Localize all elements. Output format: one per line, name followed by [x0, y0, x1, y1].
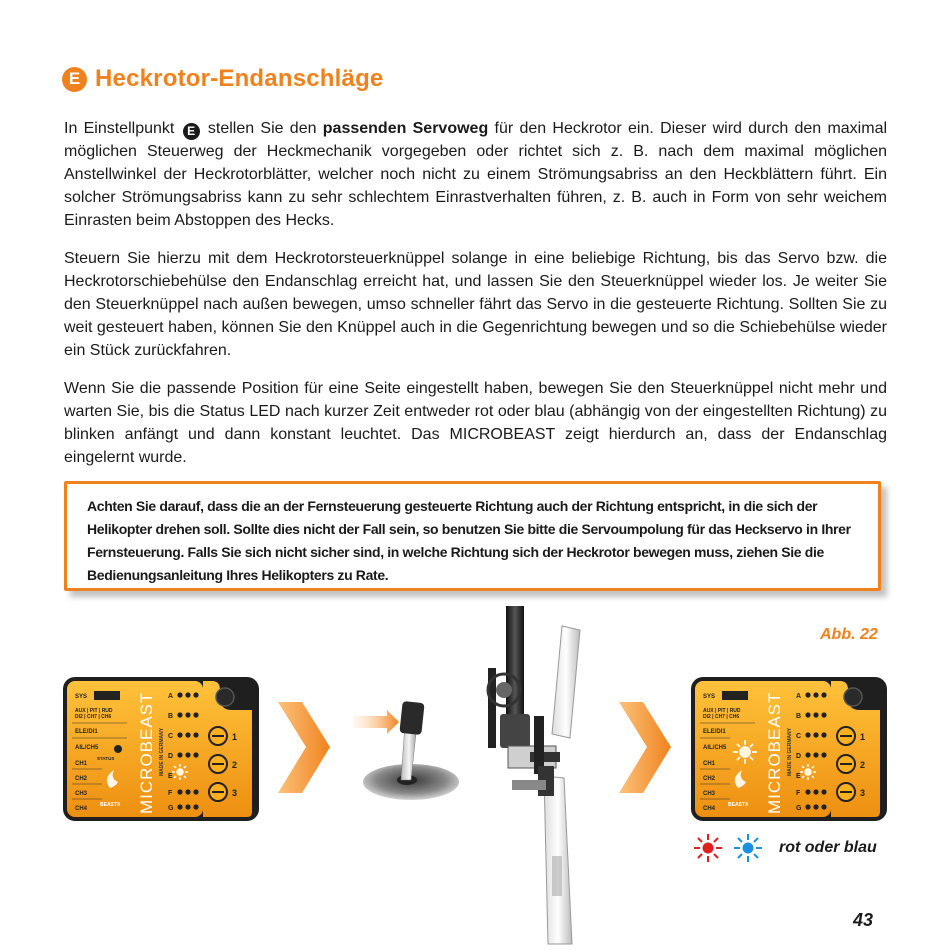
svg-text:ELE/DI1: ELE/DI1 — [703, 729, 726, 735]
label-ail: AIL/CH5 — [75, 745, 99, 751]
svg-text:BEASTX: BEASTX — [100, 802, 121, 808]
svg-text:3: 3 — [860, 788, 866, 798]
label-ch3: CH3 — [75, 791, 88, 797]
page-number: 43 — [853, 910, 874, 930]
svg-text:C: C — [168, 733, 174, 740]
paragraph-1-emphasis: passenden Servoweg — [322, 120, 489, 137]
tail-rotor-illustration — [478, 606, 596, 946]
notice-box — [64, 481, 881, 591]
svg-text:CH4: CH4 — [703, 806, 716, 812]
svg-text:B: B — [796, 713, 802, 720]
microbeast-device-left — [62, 676, 262, 824]
svg-text:MADE IN GERMANY: MADE IN GERMANY — [787, 727, 793, 776]
svg-text:B: B — [168, 713, 174, 720]
svg-text:MICROBEAST: MICROBEAST — [137, 691, 156, 814]
svg-text:STATUS: STATUS — [97, 756, 115, 761]
svg-text:CH3: CH3 — [703, 791, 716, 797]
figure-caption: Abb. 22 — [820, 626, 878, 643]
paragraph-1 — [64, 117, 887, 232]
inline-badge: E — [183, 123, 200, 140]
label-ch2: CH2 — [75, 776, 88, 782]
paragraph-1-rest: für den Heckrotor ein. Dieser wird durch den maximal möglichen Steuerweg der Heckmechanik vorgegeben oder richtet sich z. B. nach dem maximal möglichen Anstellwinkel der Heckrotorblätter, welcher noch nicht zu einem Strömungsabriss an den Heckblättern führt. Ein solcher Strömungsabriss kann zu sehr schlechtem Einrastverhalten führen, z. B. auch in Form von sehr weichem Einrasten beim Abstoppen des Hecks. — [64, 120, 888, 229]
svg-text:D: D — [168, 753, 174, 760]
blue-led-icon — [734, 834, 762, 862]
svg-text:SYS: SYS — [703, 694, 716, 700]
svg-text:2: 2 — [232, 760, 238, 770]
label-ele: ELE/DI1 — [75, 729, 98, 735]
svg-text:CH1: CH1 — [703, 761, 716, 767]
svg-text:BEASTX: BEASTX — [728, 802, 749, 808]
arrow-right-icon — [276, 700, 332, 795]
svg-text:A: A — [168, 693, 174, 700]
svg-text:3: 3 — [232, 788, 238, 798]
svg-text:G: G — [168, 805, 174, 812]
svg-text:D: D — [796, 753, 802, 760]
page-title: Heckrotor-Endanschläge — [95, 65, 384, 92]
svg-text:G: G — [796, 805, 802, 812]
paragraph-1-intro: In Einstellpunkt — [64, 120, 175, 137]
label-ch4: CH4 — [75, 806, 88, 812]
section-heading — [62, 62, 383, 96]
paragraph-3: Wenn Sie die passende Position für eine Seite eingestellt haben, bewegen Sie den Steuerknüppel nicht mehr und warten Sie, bis die Status LED nach kurzer Zeit entweder rot oder blau (abhängig von der eingestellten Richtung) zu blinken anfängt und dann konstant leuchtet. Das MICROBEAST zeigt hierdurch an, dass der Endanschlag eingelernt wurde. — [64, 380, 887, 466]
svg-text:F: F — [168, 790, 173, 797]
section-badge: E — [62, 67, 87, 92]
svg-text:CH2: CH2 — [703, 776, 716, 782]
svg-text:E: E — [168, 773, 173, 780]
svg-text:DI2 | CH7 | CH6: DI2 | CH7 | CH6 — [75, 714, 112, 720]
led-blink-icon — [172, 764, 188, 780]
svg-text:1: 1 — [232, 732, 238, 742]
svg-text:C: C — [796, 733, 802, 740]
svg-text:AUX | PIT | RUD: AUX | PIT | RUD — [703, 708, 741, 714]
svg-text:MICROBEAST: MICROBEAST — [765, 691, 784, 814]
notice-text: Achten Sie darauf, dass die an der Fernsteuerung gesteuerte Richtung auch der Richtung entspricht, in die sich der Helikopter drehen soll. Sollte dies nicht der Fall sein, so benutzen Sie bitte die Servoumpolung für das Heckservo in Ihrer Fernsteuerung. Falls Sie sich nicht sicher sind, in welche Richtung sich der Heckrotor bewegen muss, ziehen Sie die Bedienungsanleitung Ihres Helikopters zu Rate. — [87, 498, 851, 583]
microbeast-device-right — [690, 676, 890, 824]
svg-text:A: A — [796, 693, 802, 700]
paragraph-2: Steuern Sie hierzu mit dem Heckrotorsteuerknüppel solange in eine beliebige Richtung, bis das Servo bzw. die Heckrotorschiebehülse den Endanschlag erreicht hat, und lassen Sie den Steuerknüppel wieder los. Je weiter Sie den Steuerknüppel nach außen bewegen, umso schneller fährt das Servo in die gesteuerte Richtung. Sollten Sie zu weit gesteuert haben, können Sie den Knüppel auch in die Gegenrichtung bewegen und so die Schiebehülse wieder ein Stück zurückfahren. — [64, 250, 887, 359]
svg-text:DI2 | CH7 | CH6: DI2 | CH7 | CH6 — [703, 714, 740, 720]
arrow-right-icon-2 — [617, 700, 673, 795]
label-ch1: CH1 — [75, 761, 88, 767]
label-sys: SYS — [75, 694, 88, 700]
svg-text:AIL/CH5: AIL/CH5 — [703, 745, 727, 751]
led-color-caption: rot oder blau — [779, 839, 877, 856]
svg-text:MADE IN GERMANY: MADE IN GERMANY — [159, 727, 165, 776]
joystick-icon — [345, 696, 463, 808]
svg-text:E: E — [796, 773, 801, 780]
paragraph-1-mid: stellen Sie den — [201, 120, 323, 137]
svg-text:2: 2 — [860, 760, 866, 770]
svg-text:1: 1 — [860, 732, 866, 742]
svg-text:F: F — [796, 790, 801, 797]
red-led-icon — [694, 834, 722, 862]
led-color-legend — [693, 833, 769, 863]
svg-text:AUX | PIT | RUD: AUX | PIT | RUD — [75, 708, 113, 714]
